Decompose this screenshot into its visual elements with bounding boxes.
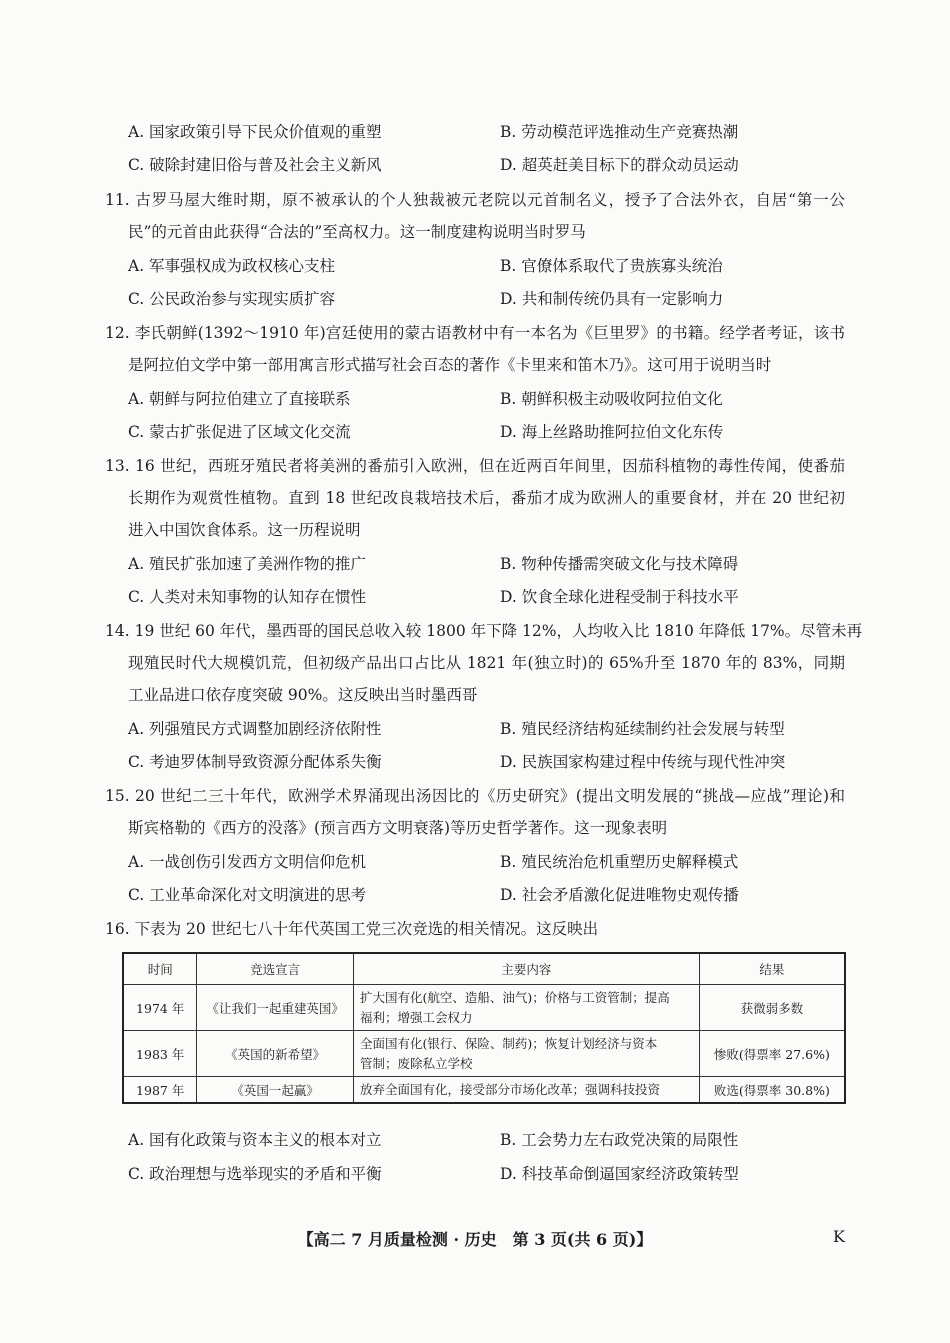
table-header-content: 主要内容 — [353, 953, 699, 985]
q12-option-b: B. 朝鲜积极主动吸收阿拉伯文化 — [500, 390, 723, 408]
q13-option-c: C. 人类对未知事物的认知存在惯性 — [128, 588, 367, 606]
paper-code: K — [833, 1227, 845, 1246]
q15-option-d: D. 社会矛盾激化促进唯物史观传播 — [500, 886, 739, 904]
q13-option-b: B. 物种传播需突破文化与技术障碍 — [500, 555, 739, 573]
q14-option-d: D. 民族国家构建过程中传统与现代性冲突 — [500, 753, 786, 771]
table-header-manifesto: 竞选宣言 — [197, 953, 354, 985]
q16-option-d: D. 科技革命倒逼国家经济政策转型 — [500, 1165, 739, 1183]
q15-option-b: B. 殖民统治危机重塑历史解释模式 — [500, 853, 739, 871]
table-cell-year: 1983 年 — [123, 1031, 197, 1077]
table-cell-content — [353, 1031, 699, 1077]
q13-option-d: D. 饮食全球化进程受制于科技水平 — [500, 588, 739, 606]
table-cell-year: 1974 年 — [123, 985, 197, 1031]
table-cell-manifesto: 《让我们一起重建英国》 — [197, 985, 354, 1031]
table-cell-manifesto: 《英国的新希望》 — [197, 1031, 354, 1077]
q10-option-a: A. 国家政策引导下民众价值观的重塑 — [128, 123, 382, 141]
q14-stem-line2: 现殖民时代大规模饥荒，但初级产品出口占比从 1821 年(独立时)的 65%升至 1870 年的 83%，同期 — [128, 654, 845, 672]
table-cell-result: 惨败(得票率 27.6%) — [699, 1031, 845, 1077]
q11-option-b: B. 官僚体系取代了贵族寡头统治 — [500, 257, 723, 275]
q10-option-b: B. 劳动模范评选推动生产竞赛热潮 — [500, 123, 739, 141]
table-cell-content-line1: 全面国有化(银行、保险、制药)；恢复计划经济与资本 — [359, 1036, 658, 1052]
table-cell-content-line1: 放弃全面国有化，接受部分市场化改革；强调科技投资 — [359, 1082, 660, 1097]
q16-election-table — [122, 952, 846, 1104]
q12-option-d: D. 海上丝路助推阿拉伯文化东传 — [500, 423, 724, 441]
q11-option-a: A. 军事强权成为政权核心支柱 — [128, 257, 336, 275]
table-cell-manifesto: 《英国一起赢》 — [197, 1077, 354, 1104]
table-cell-result: 败选(得票率 30.8%) — [699, 1077, 845, 1104]
q14-stem-line3: 工业品进口依存度突破 90%。这反映出当时墨西哥 — [128, 686, 478, 704]
table-cell-content-line2: 福利；增强工会权力 — [359, 1009, 473, 1025]
q13-option-a: A. 殖民扩张加速了美洲作物的推广 — [128, 555, 367, 573]
q11-stem-line2: 民”的元首由此获得“合法的”至高权力。这一制度建构说明当时罗马 — [128, 223, 586, 241]
q11-option-d: D. 共和制传统仍具有一定影响力 — [500, 290, 724, 308]
table-header-time: 时间 — [123, 953, 197, 985]
table-cell-result: 获微弱多数 — [699, 985, 845, 1031]
q14-option-b: B. 殖民经济结构延续制约社会发展与转型 — [500, 720, 785, 738]
table-row — [123, 1031, 845, 1077]
table-cell-content — [353, 1077, 699, 1104]
q14-option-a: A. 列强殖民方式调整加剧经济依附性 — [128, 720, 382, 738]
q15-option-c: C. 工业革命深化对文明演进的思考 — [128, 886, 367, 904]
q15-stem-line2: 斯宾格勒的《西方的没落》(预言西方文明衰落)等历史哲学著作。这一现象表明 — [128, 819, 668, 837]
table-header-row — [123, 953, 845, 985]
table-header-result: 结果 — [699, 953, 845, 985]
q11-option-c: C. 公民政治参与实现实质扩容 — [128, 290, 336, 308]
q16-option-a: A. 国有化政策与资本主义的根本对立 — [128, 1131, 382, 1149]
table-cell-content-line1: 扩大国有化(航空、造船、油气)；价格与工资管制；提高 — [359, 990, 670, 1006]
q13-stem-line1: 13. 16 世纪，西班牙殖民者将美洲的番茄引入欧洲，但在近两百年间里，因茄科植物的毒性传闻，使番茄 — [105, 457, 845, 475]
q13-stem-line2: 长期作为观赏性植物。直到 18 世纪改良栽培技术后，番茄才成为欧洲人的重要食材，并在 20 世纪初 — [128, 489, 845, 507]
q11-stem-line1: 11. 古罗马屋大维时期，原不被承认的个人独裁被元老院以元首制名义，授予了合法外衣，自居“第一公 — [105, 191, 845, 209]
q12-option-c: C. 蒙古扩张促进了区域文化交流 — [128, 423, 351, 441]
table-cell-year: 1987 年 — [123, 1077, 197, 1104]
q16-option-b: B. 工会势力左右政党决策的局限性 — [500, 1131, 739, 1149]
table-row — [123, 1077, 845, 1104]
page-footer: 【高二 7 月质量检测 · 历史 第 3 页(共 6 页)】 — [297, 1230, 653, 1249]
table-cell-content — [353, 985, 699, 1031]
table-row — [123, 985, 845, 1031]
q14-option-c: C. 考迪罗体制导致资源分配体系失衡 — [128, 753, 382, 771]
q12-stem-line2: 是阿拉伯文学中第一部用寓言形式描写社会百态的著作《卡里来和笛木乃》。这可用于说明当时 — [128, 356, 772, 374]
q16-option-c: C. 政治理想与选举现实的矛盾和平衡 — [128, 1165, 382, 1183]
q12-option-a: A. 朝鲜与阿拉伯建立了直接联系 — [128, 390, 351, 408]
q12-stem-line1: 12. 李氏朝鲜(1392～1910 年)宫廷使用的蒙古语教材中有一本名为《巨里罗》的书籍。经学者考证，该书 — [105, 324, 845, 342]
q10-option-d: D. 超英赶美目标下的群众动员运动 — [500, 156, 739, 174]
q10-option-c: C. 破除封建旧俗与普及社会主义新风 — [128, 156, 382, 174]
q16-stem-line1: 16. 下表为 20 世纪七八十年代英国工党三次竞选的相关情况。这反映出 — [105, 920, 599, 938]
q13-stem-line3: 进入中国饮食体系。这一历程说明 — [128, 521, 361, 539]
q15-option-a: A. 一战创伤引发西方文明信仰危机 — [128, 853, 367, 871]
q15-stem-line1: 15. 20 世纪二三十年代，欧洲学术界涌现出汤因比的《历史研究》(提出文明发展的“挑战—应战”理论)和 — [105, 787, 845, 805]
table-cell-content-line2: 管制；废除私立学校 — [359, 1055, 473, 1071]
q14-stem-line1: 14. 19 世纪 60 年代，墨西哥的国民总收入较 1800 年下降 12%，人均收入比 1810 年降低 17%。尽管未再 — [105, 622, 863, 640]
